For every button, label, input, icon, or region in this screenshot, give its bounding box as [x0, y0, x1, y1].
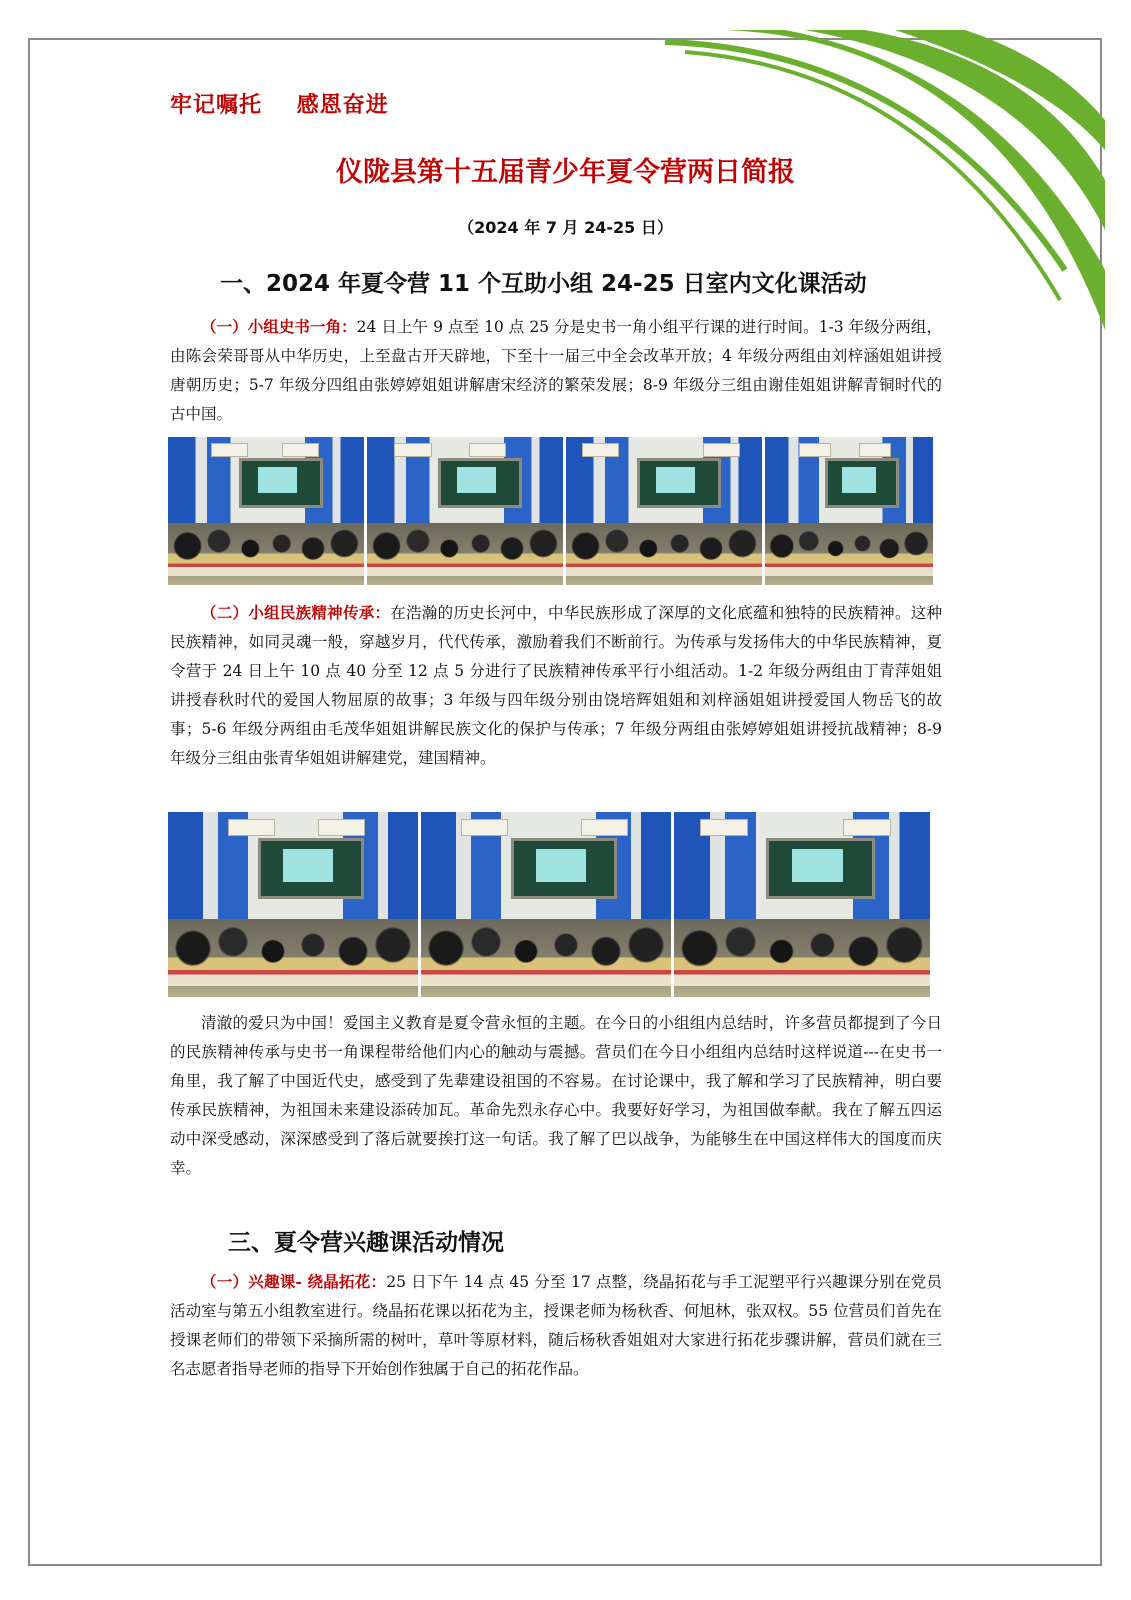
paragraph-body: 在浩瀚的历史长河中，中华民族形成了深厚的文化底蕴和独特的民族精神。这种民族精神，如同灵魂一般，穿越岁月，代代传承，激励着我们不断前行。为传承与发扬伟大的中华民族精神，夏令营于 24 日上午 10 点 40 分至 12 点 5 分进行了民族精神传承平行小组活动。1-2 年级分两组由丁青萍姐姐讲授春秋时代的爱国人物屈原的故事；3 年级与四年级分别由饶培辉姐姐和刘梓涵姐姐讲授爱国人物岳飞的故事；5-6 年级分两组由毛茂华姐姐讲解民族文化的保护与传承；7 年级分两组由张婷婷姐姐讲授抗战精神；8-9 年级分三组由张青华姐姐讲解建党，建国精神。: [170, 604, 942, 767]
paragraph-national-spirit: [170, 598, 942, 773]
classroom-photo: [421, 812, 671, 997]
classroom-photo: [168, 812, 418, 997]
paragraph-body: 25 日下午 14 点 45 分至 17 点整，绕晶拓花与手工泥塑平行兴趣课分别在党员活动室与第五小组教室进行。绕晶拓花课以拓花为主，授课老师为杨秋香、何旭林，张双权。55 位营员们首先在授课老师们的带领下采摘所需的树叶，草叶等原材料，随后杨秋香姐姐对大家进行拓花步骤讲解，营员们就在三名志愿者指导老师的指导下开始创作独属于自己的拓花作品。: [170, 1273, 942, 1378]
photo-row-national-spirit: [168, 812, 930, 997]
classroom-photo: [765, 437, 933, 585]
date-range: （2024 年 7 月 24-25 日）: [458, 218, 673, 237]
section-heading-1: 一、2024 年夏令营 11 个互助小组 24-25 日室内文化课活动: [220, 271, 867, 297]
classroom-photo: [674, 812, 930, 997]
paragraph-history-corner: [170, 312, 942, 429]
paragraph-summary: 清澈的爱只为中国！爱国主义教育是夏令营永恒的主题。在今日的小组组内总结时，许多营员都提到了今日的民族精神传承与史书一角课程带给他们内心的触动与震撼。营员们在今日小组组内总结时这样说道---在史书一角里，我了解了中国近代史，感受到了先辈建设祖国的不容易。在讨论课中，我了解和学习了民族精神，明白要传承民族精神，为祖国未来建设添砖加瓦。革命先烈永存心中。我要好好学习，为祖国做奉献。我在了解五四运动中深受感动，深深感受到了落后就要挨打这一句话。我了解了巴以战争，为能够生在中国这样伟大的国度而庆幸。: [170, 1014, 942, 1177]
classroom-photo: [566, 437, 762, 585]
paragraph-interest-class: [170, 1267, 942, 1384]
section-heading-3: 三、夏令营兴趣课活动情况: [228, 1230, 504, 1256]
photo-row-history-corner: [168, 437, 933, 585]
paragraph-lead: （一）兴趣课- 绕晶拓花：: [201, 1272, 387, 1291]
slogan: 牢记嘱托 感恩奋进: [170, 93, 389, 118]
classroom-photo: [168, 437, 364, 585]
paragraph-body: 24 日上午 9 点至 10 点 25 分是史书一角小组平行课的进行时间。1-3 年级分两组，由陈会荣哥哥从中华历史，上至盘古开天辟地，下至十一届三中全会改革开放；4 年级分两组由刘梓涵姐姐讲授唐朝历史；5-7 年级分四组由张婷婷姐姐讲解唐宋经济的繁荣发展；8-9 年级分三组由谢佳姐姐讲解青铜时代的古中国。: [170, 318, 942, 423]
classroom-photo: [367, 437, 563, 585]
paragraph-lead: （一）小组史书一角：: [201, 317, 357, 336]
paragraph-lead: （二）小组民族精神传承：: [201, 603, 391, 622]
page-title: 仪陇县第十五届青少年夏令营两日简报: [336, 157, 795, 188]
